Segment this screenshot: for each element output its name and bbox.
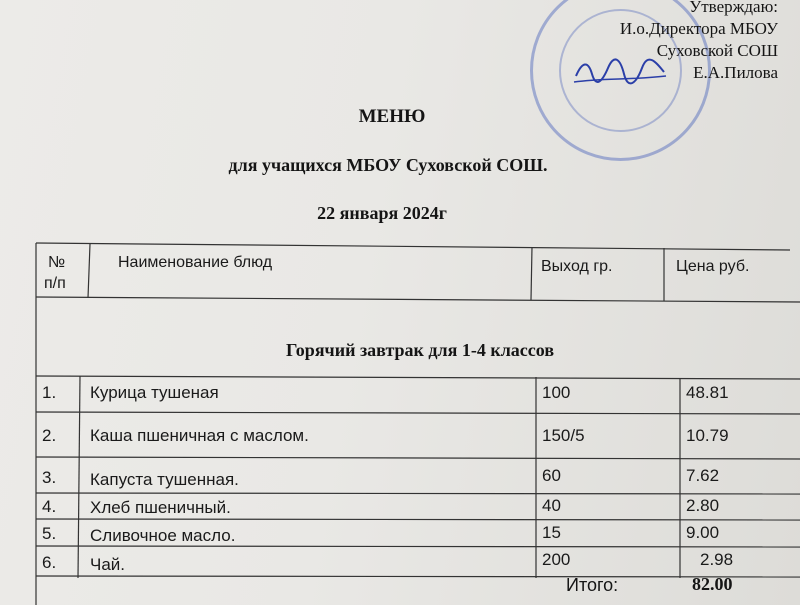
row-dish: Курица тушеная bbox=[90, 383, 219, 402]
row-weight: 40 bbox=[542, 496, 561, 515]
header-num-line1: № bbox=[48, 254, 66, 271]
row-num: 3. bbox=[42, 468, 57, 487]
row-weight: 200 bbox=[542, 550, 571, 569]
row-num: 4. bbox=[42, 497, 57, 516]
page-subtitle: для учащихся МБОУ Суховской СОШ. bbox=[228, 155, 548, 175]
row-price: 9.00 bbox=[686, 523, 720, 542]
row-dish: Каша пшеничная с маслом. bbox=[90, 426, 309, 445]
row-weight: 15 bbox=[542, 523, 561, 542]
row-price: 2.80 bbox=[686, 496, 720, 515]
approval-heading: Утверждаю: bbox=[689, 0, 778, 16]
row-weight: 60 bbox=[542, 466, 561, 485]
total-label: Итого: bbox=[566, 575, 619, 595]
approval-position-line1: И.о.Директора МБОУ bbox=[619, 19, 778, 38]
header-price: Цена руб. bbox=[676, 258, 750, 275]
row-dish: Сливочное масло. bbox=[90, 526, 236, 545]
row-num: 2. bbox=[42, 426, 57, 445]
row-weight: 150/5 bbox=[542, 426, 585, 445]
row-num: 5. bbox=[42, 524, 57, 543]
row-num: 6. bbox=[42, 553, 57, 572]
row-dish: Хлеб пшеничный. bbox=[90, 498, 231, 517]
page-title: МЕНЮ bbox=[358, 106, 426, 127]
approval-position-line2: Суховской СОШ bbox=[656, 41, 778, 60]
row-dish: Капуста тушенная. bbox=[90, 470, 239, 489]
menu-date: 22 января 2024г bbox=[317, 203, 447, 223]
row-num: 1. bbox=[42, 383, 57, 402]
header-num-line2: п/п bbox=[44, 275, 66, 292]
row-price: 48.81 bbox=[686, 383, 729, 402]
row-price: 2.98 bbox=[700, 550, 734, 569]
header-weight: Выход гр. bbox=[541, 258, 613, 275]
section-title: Горячий завтрак для 1-4 классов bbox=[285, 340, 555, 360]
total-value: 82.00 bbox=[692, 574, 733, 594]
header-dish-name: Наименование блюд bbox=[118, 254, 273, 271]
row-price: 7.62 bbox=[686, 466, 720, 485]
approval-name: Е.А.Пилова bbox=[693, 63, 778, 82]
row-price: 10.79 bbox=[686, 426, 729, 445]
row-weight: 100 bbox=[542, 383, 571, 402]
row-dish: Чай. bbox=[90, 555, 126, 574]
